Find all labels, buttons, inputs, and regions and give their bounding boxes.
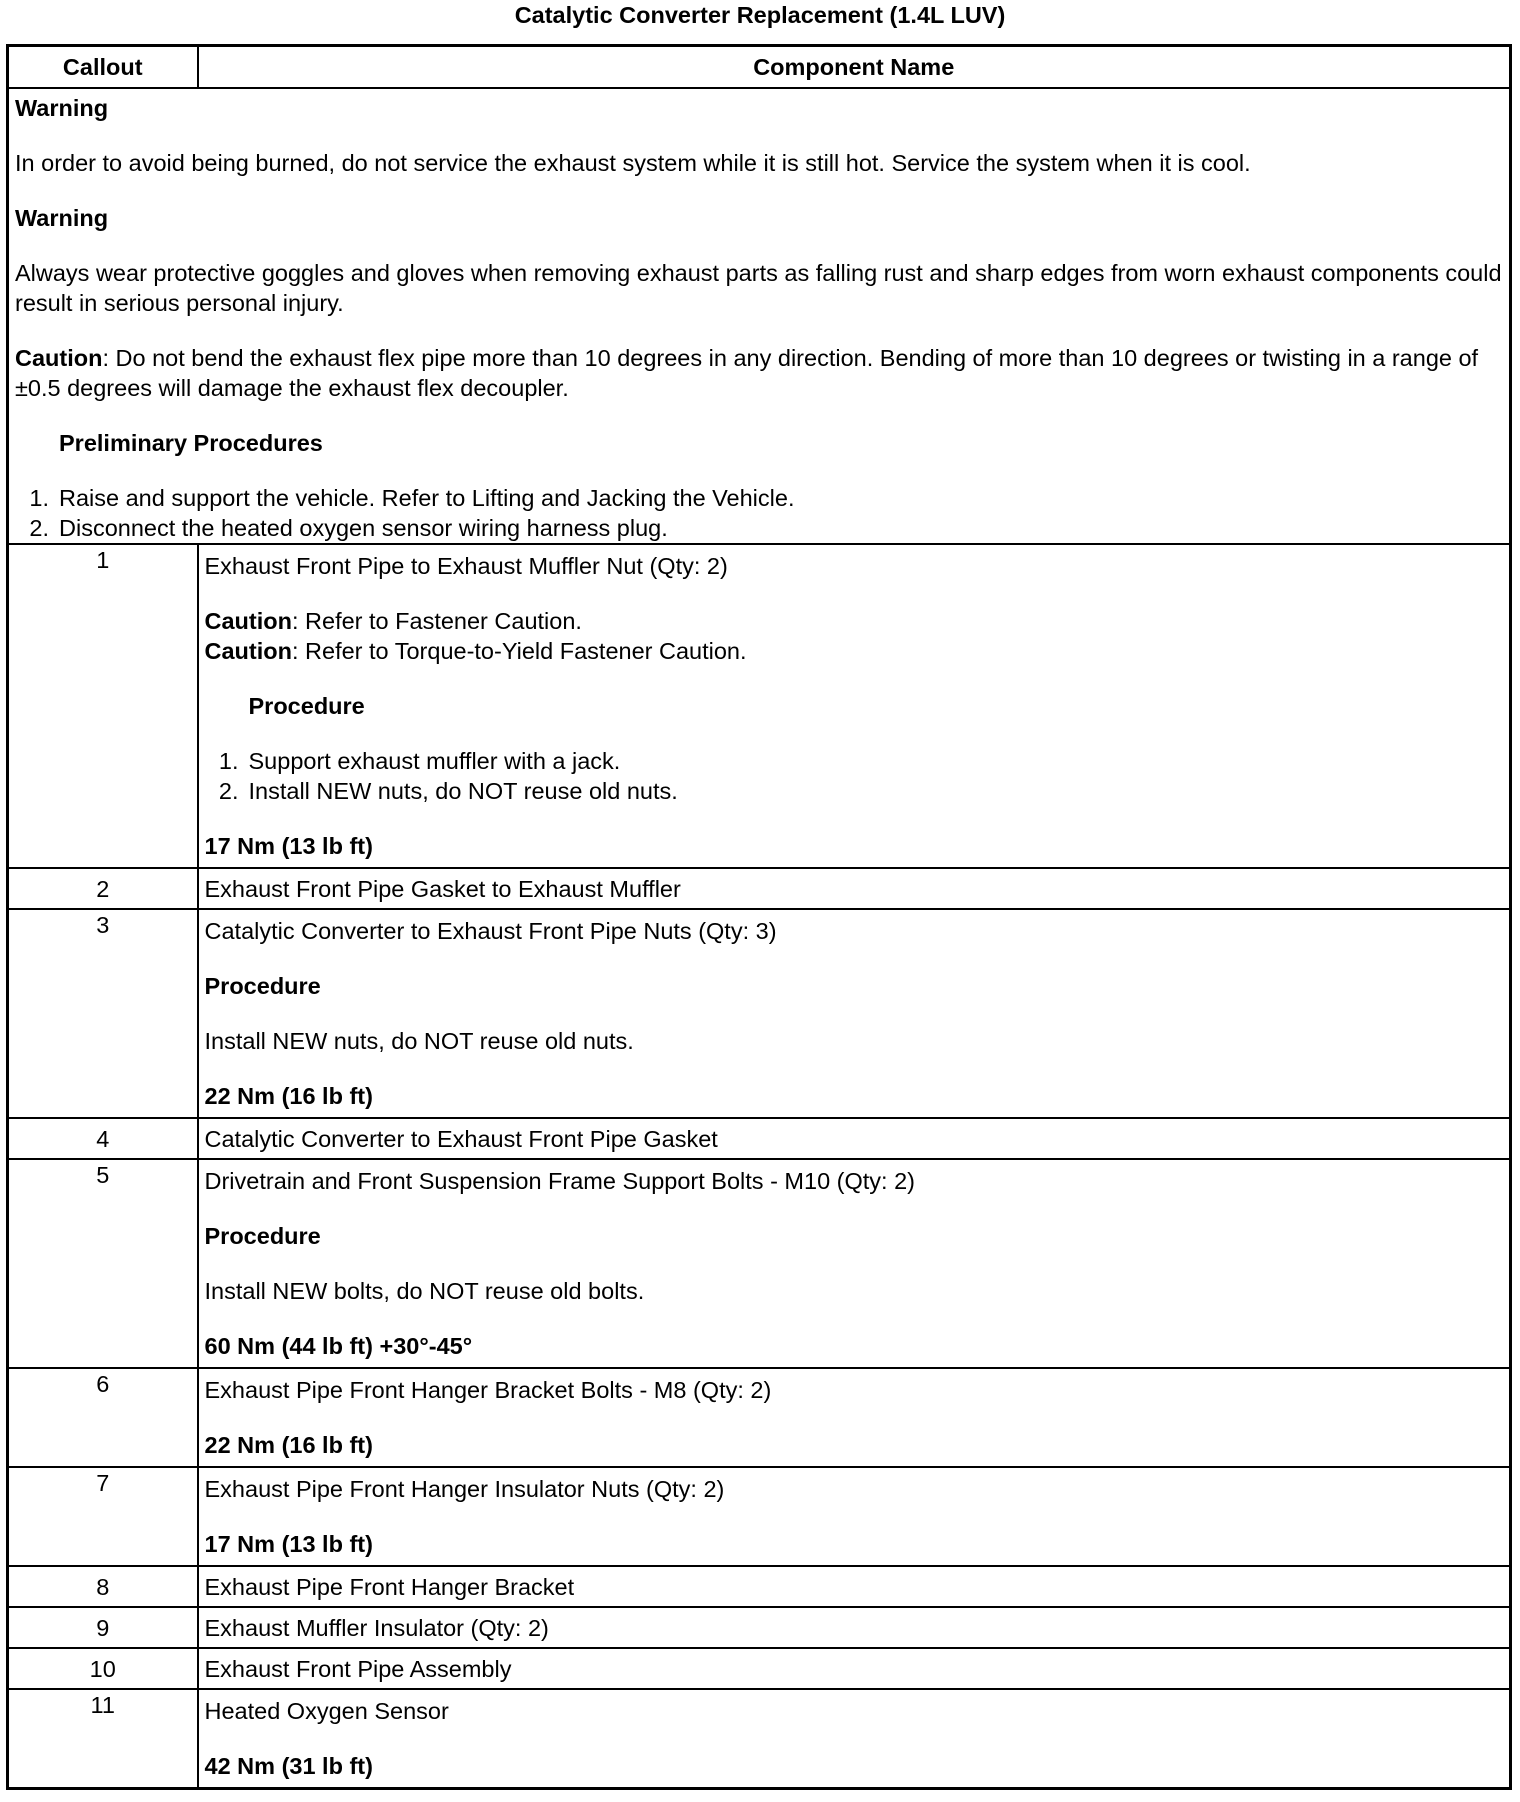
callout-cell: 5 [8,1159,198,1368]
component-name: Exhaust Front Pipe Gasket to Exhaust Muffler [198,868,1511,909]
component-name: Exhaust Front Pipe to Exhaust Muffler Nut (Qty: 2) [204,553,728,579]
table-row [8,909,1511,1118]
intro-caution-label: Caution [15,345,103,371]
warning-2-label: Warning [15,205,109,231]
callout-cell: 6 [8,1368,198,1467]
callout-cell: 7 [8,1467,198,1566]
component-name: Exhaust Pipe Front Hanger Insulator Nuts (Qty: 2) [204,1476,725,1502]
table-row [8,1368,1511,1467]
component-name: Exhaust Pipe Front Hanger Bracket Bolts - M8 (Qty: 2) [204,1377,772,1403]
component-name: Catalytic Converter to Exhaust Front Pipe Gasket [198,1118,1511,1159]
table-row [8,868,1511,909]
torque-spec: 42 Nm (31 lb ft) [204,1753,373,1779]
warning-1-label: Warning [15,95,109,121]
table-row [8,1467,1511,1566]
component-name: Exhaust Front Pipe Assembly [198,1648,1511,1689]
component-cell [198,1159,1511,1368]
component-cell [198,1368,1511,1467]
intro-caution [15,343,1503,403]
table-row [8,1159,1511,1368]
procedure-heading: Procedure [204,1223,321,1249]
intro-row [8,88,1511,544]
intro-cell [8,88,1511,544]
page-title: Catalytic Converter Replacement (1.4L LUV) [514,2,1006,28]
table-row [8,1689,1511,1789]
procedure-step: Install NEW bolts, do NOT reuse old bolts. [204,1278,645,1304]
component-name: Heated Oxygen Sensor [204,1698,449,1724]
table-row [8,1648,1511,1689]
component-cell [198,1689,1511,1789]
list-item: 2. Disconnect the heated oxygen sensor wiring harness plug. [29,515,668,541]
component-cell [198,909,1511,1118]
callout-cell: 3 [8,909,198,1118]
torque-spec: 22 Nm (16 lb ft) [204,1432,373,1458]
callout-cell: 2 [8,868,198,909]
caution-line: Caution: Refer to Fastener Caution. [204,608,582,634]
torque-spec: 60 Nm (44 lb ft) +30°-45° [204,1333,473,1359]
procedure-table [6,44,1512,1790]
table-row [8,544,1511,868]
table-row [8,1566,1511,1607]
component-name: Catalytic Converter to Exhaust Front Pipe Nuts (Qty: 3) [204,918,777,944]
warning-1-text: In order to avoid being burned, do not service the exhaust system while it is still hot. Service the system when it is cool. [15,150,1251,176]
torque-spec: 17 Nm (13 lb ft) [204,1531,373,1557]
table-row [8,1118,1511,1159]
callout-cell: 8 [8,1566,198,1607]
callout-cell: 11 [8,1689,198,1789]
table-row [8,1607,1511,1648]
procedure-step: Install NEW nuts, do NOT reuse old nuts. [204,1028,634,1054]
procedure-heading: Procedure [204,973,321,999]
torque-spec: 17 Nm (13 lb ft) [204,833,373,859]
intro-caution-text: : Do not bend the exhaust flex pipe more than 10 degrees in any direction. Bending of more than 10 degrees or twisting in a range of ±0.5 degrees will damage the exhaust flex decoupler. [15,345,1479,401]
caution-line: Caution: Refer to Torque-to-Yield Fastener Caution. [204,638,747,664]
callout-cell: 4 [8,1118,198,1159]
component-name: Exhaust Pipe Front Hanger Bracket [198,1566,1511,1607]
component-name-header: Component Name [198,46,1511,89]
preliminary-procedures-heading: Preliminary Procedures [59,430,323,456]
callout-header: Callout [8,46,198,89]
torque-spec: 22 Nm (16 lb ft) [204,1083,373,1109]
callout-cell: 1 [8,544,198,868]
callout-cell: 9 [8,1607,198,1648]
warning-2-text: Always wear protective goggles and gloves when removing exhaust parts as falling rust and sharp edges from worn exhaust components could result in serious personal injury. [15,260,1502,316]
component-name: Drivetrain and Front Suspension Frame Support Bolts - M10 (Qty: 2) [204,1168,916,1194]
list-item: 2. Install NEW nuts, do NOT reuse old nuts. [218,778,678,804]
procedure-heading: Procedure [248,693,365,719]
list-item: 1. Support exhaust muffler with a jack. [218,748,621,774]
procedure-steps-list [205,746,1504,806]
table-header-row [8,46,1511,89]
component-cell [198,544,1511,868]
list-item: 1. Raise and support the vehicle. Refer to Lifting and Jacking the Vehicle. [29,485,795,511]
component-cell [198,1467,1511,1566]
preliminary-steps-list [15,483,1503,543]
component-name: Exhaust Muffler Insulator (Qty: 2) [198,1607,1511,1648]
callout-cell: 10 [8,1648,198,1689]
